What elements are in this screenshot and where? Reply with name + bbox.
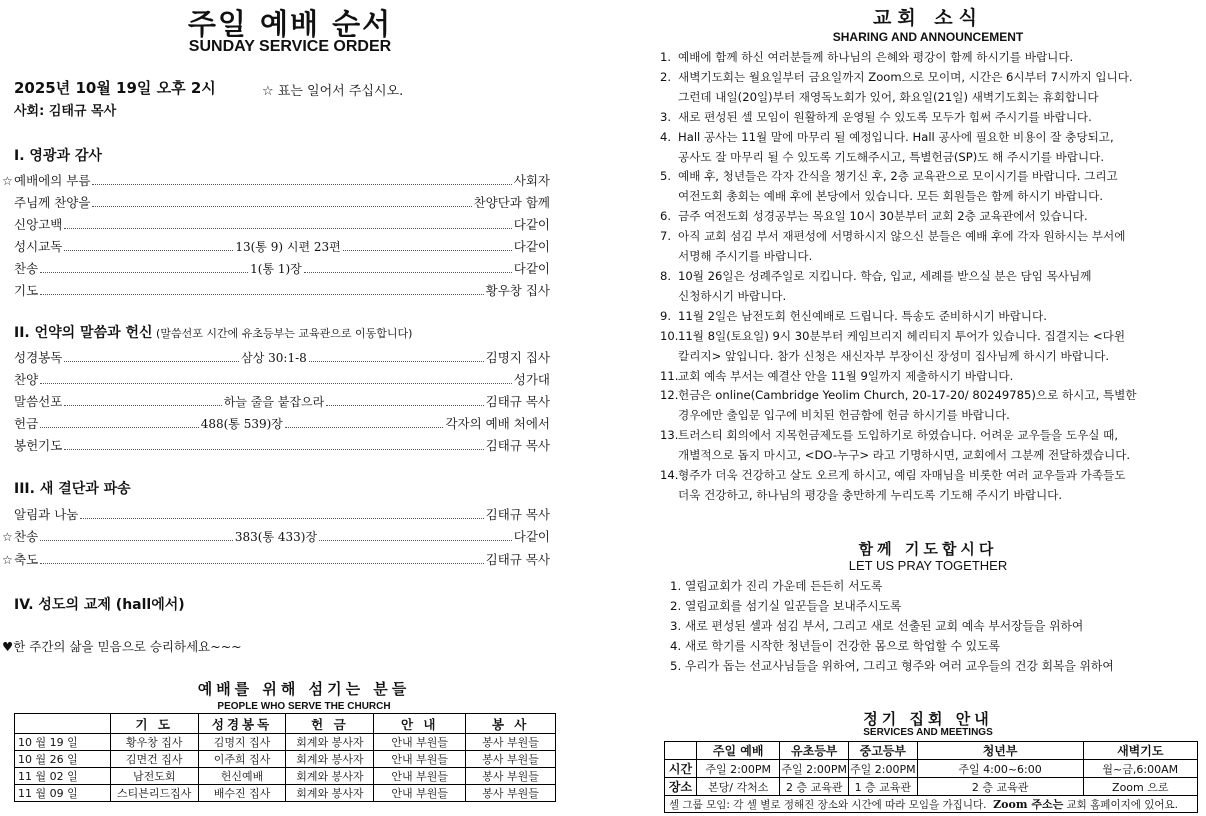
table-cell: 봉사 부원들 [466,785,556,802]
table-cell: 주일 2:00PM [696,760,779,778]
dot-leader [326,405,483,406]
order-item-label: 기도 [14,283,39,298]
order-item-leader: 김태규 목사 [485,552,550,567]
order-item-label: 신앙고백 [14,217,63,232]
order-item-detail: 383(통 433)장 [234,530,318,544]
order-item-leader: 사회자 [513,173,550,188]
table-cell: 시간 [665,760,697,778]
order-item-leader: 다같이 [513,217,550,232]
announcement-line: 여전도회 총회는 예배 후에 본당에서 있습니다. 모든 회원들은 함께 하시기 바랍니다. [678,189,1104,204]
order-item-label: 성시교독 [14,239,63,254]
announcement-line: 예배 후, 청년들은 각자 간식을 챙기신 후, 2층 교육관으로 모이시기를 바랍니다. 그리고 [678,169,1118,184]
order-item-leader: 찬양단과 함께 [473,195,550,210]
column-header: 성경봉독 [198,714,286,734]
announcement-number: 1. [660,50,672,64]
column-header: 헌 금 [286,714,374,734]
table-cell: 남전도회 [110,768,198,785]
table-cell: 11 월 02 일 [15,768,111,785]
dot-leader [64,405,221,406]
announcement-item [660,167,1204,207]
serve-table [14,713,556,802]
order-item-leader: 김명지 집사 [485,350,550,365]
order-item-leader: 성가대 [513,372,550,387]
meetings-note: 셀 그룹 모임: 각 셀 별로 정해진 장소와 시간에 따라 모임을 가집니다. Zoom 주소는 교회 홈페이지에 있어요. [665,796,1198,813]
section-heading: III. 새 결단과 파송 [14,481,131,497]
table-row [15,734,556,751]
table-header-row [15,714,556,734]
announcement-line: 예배에 함께 하신 여러분들께 하나님의 은혜와 평강이 함께 하시기를 바랍니다. [678,50,1074,64]
table-cell: 주일 4:00~6:00 [917,760,1083,778]
table-row [665,796,1198,813]
dot-leader [40,540,233,541]
table-cell: 스티븐리드집사 [110,785,198,802]
section-heading: IV. 성도의 교제 (hall에서) [14,597,185,613]
announcement-subtitle: SHARING AND ANNOUNCEMENT [832,30,1024,44]
table-cell: 장소 [665,778,697,796]
announcement-item [660,367,1204,387]
announcement-line: 더욱 건강하고, 하나님의 평강을 충만하게 누리도록 기도해 주시기 바랍니다. [678,487,1063,502]
dot-leader [304,272,512,273]
order-item-detail: 하늘 줄을 붙잡으라 [223,395,325,409]
announcement-line: 10월 26일은 성례주일로 지킵니다. 학습, 입교, 세례를 받으실 분은 담임 목사님께 [678,268,1092,283]
prayer-item: 3. 새로 편성된 셀과 섬김 부서, 그리고 새로 선출된 교회 예속 부서장들을 위하여 [670,618,1084,633]
announcement-number: 14. [660,468,679,483]
table-cell: 안내 부원들 [374,768,466,785]
announcement-item [660,48,1204,68]
table-cell: 봉사 부원들 [466,751,556,768]
service-host: 사회: 김태규 목사 [14,104,117,119]
table-cell: 안내 부원들 [374,734,466,751]
table-row [15,785,556,802]
announcement-number: 8. [660,268,672,283]
announcement-number: 3. [660,109,672,124]
column-header [665,742,697,760]
column-header: 주일 예배 [696,742,779,760]
table-cell: 회계와 봉사자 [286,751,374,768]
announcement-number: 10. [660,328,679,343]
announcement-line: 헌금은 online(Cambridge Yeolim Church, 20-17-20/ 80249785)으로 하시고, 특별한 [678,388,1137,403]
order-title-en: SUNDAY SERVICE ORDER [188,38,392,55]
order-item [14,237,550,255]
dot-leader [64,228,511,229]
table-cell: 황우창 집사 [110,734,198,751]
table-cell: 안내 부원들 [374,751,466,768]
announcement-item [660,128,1204,168]
star-note: ☆ 표는 일어서 주십시오. [262,84,404,99]
column-header: 새벽기도 [1083,742,1197,760]
announcement-line: 새로 편성된 셀 모임이 원활하게 운영될 수 있도록 모두가 힘써 주시기를 바랍니다. [678,109,1092,124]
order-item [14,281,550,299]
order-item [14,193,550,211]
star-icon: ☆ [2,553,13,567]
table-cell: Zoom 으로 [1083,778,1197,796]
column-header: 안 내 [374,714,466,734]
pray-title: 함께 기도합시다 [858,540,998,558]
announcement-line: 경우에만 출입문 입구에 비치된 헌금함에 헌금 하시기를 바랍니다. [678,408,1010,423]
announcement-item [660,307,1204,327]
dot-leader [309,361,484,362]
column-header: 봉 사 [466,714,556,734]
order-item-leader: 황우창 집사 [485,283,550,298]
announcement-item [660,207,1204,227]
announcement-line: 형주가 더욱 건강하고 살도 오르게 하시고, 예림 자매님을 비롯한 여러 교우들과 가족들도 [678,468,1126,483]
dot-leader [40,427,199,428]
order-item-label: 알림과 나눔 [14,507,79,522]
order-item-leader: 김태규 목사 [485,507,550,522]
order-item [2,171,550,189]
order-item [2,527,550,545]
order-item [14,348,550,366]
table-cell: 10 월 26 일 [15,751,111,768]
pray-list [670,577,1114,677]
order-item [14,436,550,454]
prayer-item: 1. 열림교회가 진리 가운데 든든히 서도록 [670,579,883,593]
section-heading: I. 영광과 감사 [14,148,102,164]
order-item-label: 찬송 [14,261,39,276]
dot-leader [319,540,512,541]
dot-leader [40,383,512,384]
star-icon: ☆ [2,174,13,188]
announcement-line: Hall 공사는 11월 말에 마무리 될 예정입니다. Hall 공사에 필요한 비용이 잘 충당되고, [678,129,1114,144]
table-header-row [665,742,1198,760]
dot-leader [64,250,233,251]
order-item-detail: 13(통 9) 시편 23편 [235,240,341,254]
column-header: 중고등부 [849,742,918,760]
announcement-item [660,108,1204,128]
order-item-leader: 다같이 [513,261,550,276]
dot-leader [64,449,483,450]
order-item-label: 성경봉독 [14,350,63,365]
dot-leader [64,361,239,362]
prayer-item: 2. 열림교회를 섬기실 일꾼들을 보내주시도록 [670,598,902,613]
order-item-label: 주님께 찬양을 [14,195,91,210]
announcement-number: 9. [660,308,672,323]
announcement-item [660,227,1204,267]
table-cell: 1 층 교육관 [849,778,918,796]
zoom-label: Zoom 주소는 [993,798,1064,811]
announcement-number: 6. [660,209,672,224]
order-item [14,215,550,233]
section-heading: II. 언약의 말씀과 헌신 (말씀선포 시간에 유초등부는 교육관으로 이동합니다) [14,325,413,341]
table-cell: 월~금,6:00AM [1083,760,1197,778]
order-item-label: 헌금 [14,416,39,431]
announcement-number: 11. [660,368,679,383]
table-row [665,778,1198,796]
table-cell: 이주희 집사 [198,751,286,768]
dot-leader [40,563,483,564]
announcement-line: 새벽기도회는 월요일부터 금요일까지 Zoom으로 모이며, 시간은 6시부터 7시까지 입니다. [678,69,1133,84]
order-item [2,550,550,568]
table-cell: 본당/ 각처소 [696,778,779,796]
star-icon: ☆ [2,530,13,544]
table-cell: 봉사 부원들 [466,734,556,751]
table-cell: 안내 부원들 [374,785,466,802]
table-cell: 11 월 09 일 [15,785,111,802]
announcements-column [650,0,1206,816]
dot-leader [285,427,444,428]
table-cell: 봉사 부원들 [466,768,556,785]
dot-leader [80,518,483,519]
announcement-line: 공사도 잘 마무리 될 수 있도록 기도해주시고, 특별헌금(SP)도 해 주시기를 바랍니다. [678,149,1105,164]
order-item-leader: 김태규 목사 [485,438,550,453]
pray-subtitle: LET US PRAY TOGETHER [848,558,1008,573]
order-item-detail: 488(통 539)장 [200,417,283,431]
announcement-line: 금주 여전도회 성경공부는 목요일 10시 30분부터 교회 2층 교육관에서 있습니다. [678,209,1088,224]
announcement-number: 12. [660,388,679,403]
column-header: 청년부 [917,742,1083,760]
order-item-detail: 삼상 30:1-8 [241,351,307,365]
table-row [665,760,1198,778]
table-cell: 2 층 교육관 [917,778,1083,796]
announcement-number: 2. [660,69,672,84]
service-date: 2025년 10월 19일 오후 2시 [14,79,216,97]
order-item-leader: 다같이 [513,529,550,544]
table-cell: 회계와 봉사자 [286,768,374,785]
order-item-label: 축도 [14,552,39,567]
service-order-column [0,0,600,816]
order-item-label: 찬송 [14,529,39,544]
dot-leader [40,272,248,273]
order-item [14,259,550,277]
announcement-item [660,386,1204,426]
order-item [14,505,550,523]
order-item [14,392,550,410]
meetings-table [664,741,1198,813]
announcement-number: 4. [660,129,672,144]
order-item-leader: 다같이 [513,239,550,254]
announcement-item [660,426,1204,466]
table-row [15,768,556,785]
announcement-line: 신청하시기 바랍니다. [678,288,787,303]
announcement-title: 교회 소식 [872,7,984,29]
prayer-item: 4. 새로 학기를 시작한 청년들이 건강한 몸으로 학업할 수 있도록 [670,638,1000,653]
column-header: 기 도 [110,714,198,734]
prayer-item: 5. 우리가 돕는 선교사님들을 위하여, 그리고 형주와 여러 교우들의 건강 회복을 위하여 [670,658,1114,673]
order-item [14,414,550,432]
dot-leader [92,206,471,207]
order-item-leader: 각자의 예배 처에서 [445,416,551,431]
order-item-label: 말씀선포 [14,394,63,409]
table-cell: 김명지 집사 [198,734,286,751]
table-cell: 회계와 봉사자 [286,785,374,802]
serve-title: 예배를 위해 섬기는 분들 [197,680,411,698]
column-header: 유초등부 [780,742,849,760]
table-cell: 10 월 19 일 [15,734,111,751]
announcement-item [660,327,1204,367]
column-header [15,714,111,734]
announcement-item [660,466,1204,506]
dot-leader [343,250,512,251]
order-item-detail: 1(통 1)장 [250,262,302,276]
announcement-line: 개별적으로 돕지 마시고, <DO-누구> 라고 기명하시면, 교회에서 그분께 전달하겠습니다. [678,448,1131,463]
order-item-leader: 김태규 목사 [485,394,551,409]
announcement-line: 트러스티 회의에서 지목헌금제도를 도입하기로 하였습니다. 어려운 교우들을 도우실 때, [678,428,1119,443]
order-item-label: 예배에의 부름 [14,173,91,188]
dot-leader [40,294,483,295]
announcement-line: 서명해 주시기를 바랍니다. [678,249,813,264]
closing-message: ♥한 주간의 삶을 믿음으로 승리하세요~~~ [2,639,242,654]
table-cell: 헌신예배 [198,768,286,785]
announcement-number: 7. [660,229,672,244]
order-title: 주일 예배 순서 [187,7,393,41]
announcement-list [660,48,1204,506]
table-cell: 주일 2:00PM [780,760,849,778]
announcement-line: 11월 8일(토요일) 9시 30분부터 케임브리지 헤리티지 투어가 있습니다. 집결지는 <다윈 [678,328,1126,343]
order-item-label: 찬양 [14,372,39,387]
table-cell: 배수진 집사 [198,785,286,802]
meetings-subtitle: SERVICES AND MEETINGS [863,727,993,738]
announcement-item [660,68,1204,108]
order-item-label: 봉헌기도 [14,438,63,453]
dot-leader [92,184,511,185]
announcement-number: 13. [660,428,679,443]
table-row [15,751,556,768]
announcement-line: 아직 교회 섬김 부서 재편성에 서명하시지 않으신 분들은 예배 후에 각자 원하시는 부서에 [678,229,1126,244]
table-cell: 회계와 봉사자 [286,734,374,751]
announcement-item [660,267,1204,307]
order-item [14,370,550,388]
announcement-number: 5. [660,169,672,184]
announcement-line: 교회 예속 부서는 예결산 안을 11월 9일까지 제출하시기 바랍니다. [678,368,1014,383]
announcement-line: 칼리지> 앞입니다. 참가 신청은 새신자부 부장이신 장성미 집사님께 하시기 바랍니다. [678,348,1110,363]
announcement-line: 그런데 내일(20일)부터 재영독노회가 있어, 화요일(21일) 새벽기도회는 휴회합니다 [678,89,1099,104]
table-cell: 주일 2:00PM [849,760,918,778]
announcement-line: 11월 2일은 남전도회 헌신예배로 드립니다. 특송도 준비하시기 바랍니다. [678,308,1047,323]
table-cell: 김면건 집사 [110,751,198,768]
serve-subtitle: PEOPLE WHO SERVE THE CHURCH [217,701,391,712]
meetings-title: 정기 집회 안내 [863,710,993,728]
table-cell: 2 층 교육관 [780,778,849,796]
